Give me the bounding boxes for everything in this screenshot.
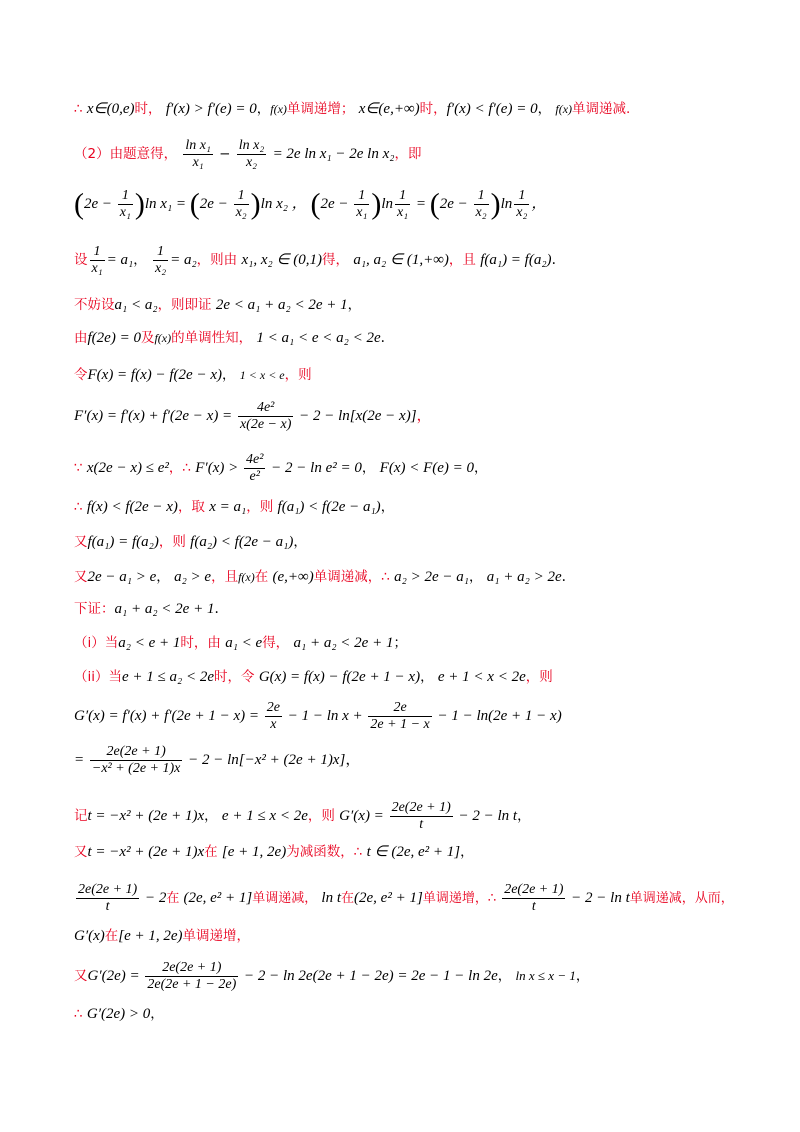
solution-line-6: 由f(2e) = 0及f(x)的单调性知， 1 < a₁ < e < a₂ < 2e. <box>74 330 385 346</box>
solution-line-11: 又f(a₁) = f(a₂)，则 f(a₂) < f(2e − a₁)， <box>74 534 307 550</box>
solution-line-16: G′(x) = f′(x) + f′(2e + 1 − x) = $\frac{2e}{x}$ − 1 − ln x + $\frac{2e}{2e + 1 - x}$ − 1 − ln(2e + 1 − x) <box>74 700 562 733</box>
solution-line-18: 记t = −x² + (2e + 1)x， e + 1 ≤ x < 2e，则 G′(x) = $\frac{2e(2e + 1)}{t}$ − 2 − ln t， <box>74 800 531 833</box>
solution-line-3: (2e − $\frac{1}{\text{x₁}}$ )ln x₁ = (2e − $\frac{1}{\text{x₂}}$ )ln x₂ ， (2e − $\frac{1}{\text{x₁}}$ )ln $\frac{1}{\text{x₁}}$ = (2e − $\frac{1}{\text{x₂}}$ )ln $\frac{1}{\text{x₂}}$ ， <box>74 187 547 221</box>
solution-line-9: ∵ x(2e − x) ≤ e²，∴ F′(x) > $\frac{\text{4e²}}{\text{e²}}$ − 2 − ln e² = 0， F(x) < F(e) = 0， <box>74 452 488 485</box>
solution-line-13: 下证：a₁ + a₂ < 2e + 1. <box>74 601 219 617</box>
solution-line-23: ∴ G′(2e) > 0， <box>74 1006 164 1022</box>
solution-line-17: = $\frac{2e(2e + 1)}{\text{−x² + (2e + 1)x}}$ − 2 − ln[−x² + (2e + 1)x]， <box>74 744 361 777</box>
solution-line-22: 又G′(2e) = $\frac{2e(2e + 1)}{2e(2e + 1 - 2e)}$ − 2 − ln 2e(2e + 1 − 2e) = 2e − 1 − ln 2e， ln x ≤ x − 1， <box>74 960 590 993</box>
solution-line-20: $\frac{2e(2e + 1)}{t}$ − 2在 (2e, e² + 1]单调递减， ln t在(2e, e² + 1]单调递增，∴ $\frac{2e(2e + 1)}{t}$ − 2 − ln t单调递减，从而， <box>78 882 734 915</box>
solution-line-2: （2）由题意得， $\frac{\text{ln x₁}}{\text{x₁}}$ − $\frac{\text{ln x₂}}{\text{x₂}}$ = 2e ln x₁ − 2e ln x₂，即 <box>74 138 422 171</box>
solution-line-4: 设 $\frac{1}{\text{x₁}}$ = a₁， $\frac{1}{\text{x₂}}$ = a₂，则由 x₁, x₂ ∈ (0,1)得， a₁, a₂ ∈ (1,+∞)，且 f(a₁) = f(a₂). <box>74 244 556 277</box>
solution-line-10: ∴ f(x) < f(2e − x)，取 x = a₁，则 f(a₁) < f(2e − a₁)， <box>74 499 395 515</box>
solution-line-1: ∴ x∈(0,e)时， f′(x) > f′(e) = 0，f(x)单调递增； x∈(e,+∞)时，f′(x) < f′(e) = 0， f(x)单调递减. <box>74 101 631 117</box>
solution-line-14: （i）当a₂ < e + 1时，由 a₁ < e得， a₁ + a₂ < 2e + 1； <box>74 635 407 651</box>
solution-line-12: 又2e − a₁ > e， a₂ > e，且f(x)在 (e,+∞)单调递减，∴ a₂ > 2e − a₁， a₁ + a₂ > 2e. <box>74 569 566 585</box>
solution-line-15: （ii）当e + 1 ≤ a₂ < 2e时，令 G(x) = f(x) − f(2e + 1 − x)， e + 1 < x < 2e，则 <box>74 669 553 685</box>
solution-line-21: G′(x)在[e + 1, 2e)单调递增， <box>74 928 251 944</box>
solution-line-19: 又t = −x² + (2e + 1)x在 [e + 1, 2e)为减函数，∴ t ∈ (2e, e² + 1]， <box>74 844 474 860</box>
solution-line-8: F′(x) = f′(x) + f′(2e − x) = $\frac{\text{4e²}}{x(2e - x)}$ − 2 − ln[x(2e − x)]， <box>74 400 432 433</box>
solution-line-7: 令F(x) = f(x) − f(2e − x)， 1 < x < e，则 <box>74 367 312 383</box>
solution-line-5: 不妨设a₁ < a₂，则即证 2e < a₁ + a₂ < 2e + 1， <box>74 297 362 313</box>
